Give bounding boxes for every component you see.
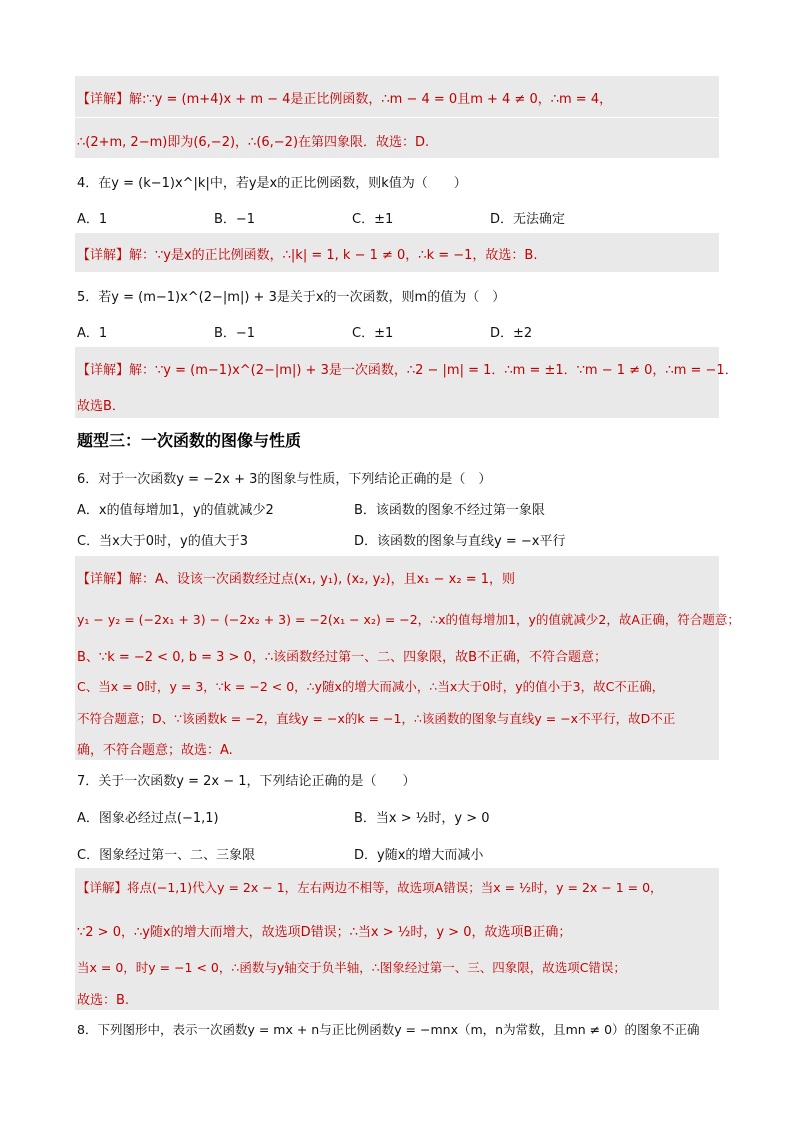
solution-line: ∵2 > 0，∴y随x的增大而增大，故选项D错误；∴当x > ½时，y > 0，故选项B正确； <box>77 925 572 940</box>
option-a: A．x的值每增加1，y的值就减少2 <box>77 503 274 518</box>
option-b: B．−1 <box>214 326 256 341</box>
solution-box-q6 <box>75 556 740 760</box>
option-a: A．图象必经过点(−1,1) <box>77 811 219 826</box>
option-d: D．±2 <box>490 326 533 341</box>
option-c: C．±1 <box>352 212 394 227</box>
option-c: C．当x大于0时，y的值大于3 <box>77 534 249 549</box>
solution-line: C、当x = 0时，y = 3，∵k = −2 < 0，∴y随x的增大而减小，∴当x大于0时，y的值小于3，故C不正确， <box>77 679 665 694</box>
option-b: B．当x > ½时，y > 0 <box>354 811 490 826</box>
option-b: B．−1 <box>214 212 256 227</box>
solution-box-q5 <box>75 347 738 418</box>
solution-line: 【详解】解：∵y是x的正比例函数，∴|k| = 1, k − 1 ≠ 0，∴k = −1，故选：B. <box>77 248 538 263</box>
question-5-stem: 5．若y = (m−1)x^(2−|m|) + 3是关于x的一次函数，则m的值为（ ） <box>77 290 506 305</box>
option-c: C．图象经过第一、二、三象限 <box>77 848 256 863</box>
section-title: 题型三：一次函数的图像与性质 <box>77 431 302 450</box>
question-6-stem: 6．对于一次函数y = −2x + 3的图象与性质，下列结论正确的是（ ） <box>77 472 492 487</box>
option-b: B．该函数的图象不经过第一象限 <box>354 503 545 518</box>
solution-line: 【详解】解：∵y = (m−1)x^(2−|m|) + 3是一次函数，∴2 − |m| = 1．∴m = ±1．∵m − 1 ≠ 0，∴m = −1． <box>77 363 738 378</box>
option-d: D．无法确定 <box>490 212 566 227</box>
question-7-stem: 7．关于一次函数y = 2x − 1，下列结论正确的是（ ） <box>77 774 416 789</box>
option-a: A．1 <box>77 212 108 227</box>
solution-line: B、∵k = −2 < 0, b = 3 > 0，∴该函数经过第一、二、四象限，故B不正确，不符合题意； <box>77 650 608 665</box>
solution-line: 故选：B. <box>77 993 130 1008</box>
option-c: C．±1 <box>352 326 394 341</box>
solution-line: 确，不符合题意；故选：A. <box>77 743 233 758</box>
solution-line: 【详解】解:∵y = (m+4)x + m − 4是正比例函数，∴m − 4 = 0且m + 4 ≠ 0，∴m = 4， <box>77 92 613 107</box>
option-d: D．y随x的增大而减小 <box>354 848 484 863</box>
solution-box-q3 <box>75 76 719 158</box>
solution-line: 【详解】将点(−1,1)代入y = 2x − 1，左右两边不相等，故选项A错误；当x = ½时，y = 2x − 1 = 0， <box>77 880 663 895</box>
option-a: A．1 <box>77 326 108 341</box>
solution-line: 故选B． <box>77 399 125 414</box>
solution-box-q4 <box>75 233 719 272</box>
solution-line: 【详解】解：A、设该一次函数经过点(x₁, y₁), (x₂, y₂)，且x₁ − x₂ = 1，则 <box>77 572 515 587</box>
solution-line: 不符合题意；D、∵该函数k = −2，直线y = −x的k = −1，∴该函数的图象与直线y = −x不平行，故D不正 <box>77 711 676 726</box>
solution-box-q7 <box>75 868 719 1010</box>
question-8-stem: 8．下列图形中，表示一次函数y = mx + n与正比例函数y = −mnx（m，n为常数，且mn ≠ 0）的图象不正确 <box>77 1022 700 1037</box>
solution-line: ∴(2+m, 2−m)即为(6,−2)，∴(6,−2)在第四象限．故选：D. <box>77 135 430 150</box>
question-4-stem: 4．在y = (k−1)x^|k|中，若y是x的正比例函数，则k值为（ ） <box>77 176 467 191</box>
solution-line: y₁ − y₂ = (−2x₁ + 3) − (−2x₂ + 3) = −2(x₁ − x₂) = −2，∴x的值每增加1，y的值就减少2，故A正确，符合题意； <box>77 612 740 627</box>
option-d: D．该函数的图象与直线y = −x平行 <box>354 534 566 549</box>
solution-line: 当x = 0，时y = −1 < 0，∴函数与y轴交于负半轴，∴图象经过第一、三、四象限，故选项C错误； <box>77 960 626 975</box>
